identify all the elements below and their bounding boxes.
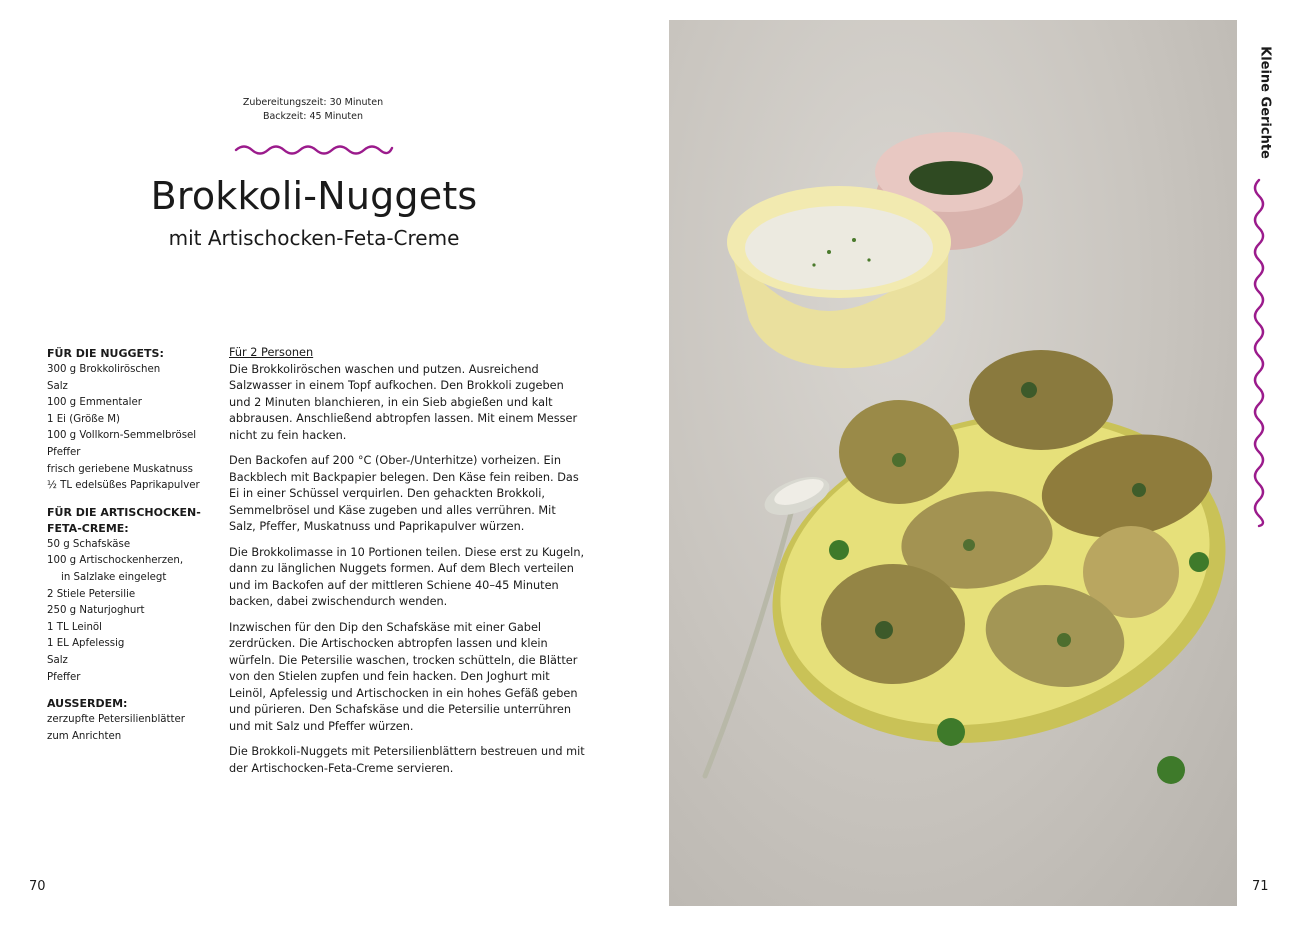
bake-time: Backzeit: 45 Minuten — [262, 111, 364, 122]
method-step: Die Brokkolimasse in 10 Portionen teilen. Diese erst zu Kugeln, dann zu länglichen Nuggets formen. Auf dem Blech verteilen und im Backofen auf der mittleren Schiene 40–45 Minuten backen, dabei zwischendurch wenden. — [229, 545, 585, 608]
method-step: Inzwischen für den Dip den Schafskäse mit einer Gabel zerdrücken. Die Artischocken abtropfen lassen und klein würfeln. Die Petersilie waschen, trocken schütteln, die Blätter von den Stielen zupfen und fein hacken. Den Joghurt mit Leinöl, Apfelessig und Artischocken in ein hohes Gefäß geben und pürieren. Den Schafskäse und die Petersilie unterrühren und mit Salz und Pfeffer würzen. — [229, 620, 578, 733]
method-step: Die Brokkoli-Nuggets mit Petersilienblättern bestreuen und mit der Artischocken-Feta-Creme servieren. — [229, 745, 585, 775]
ingredient-item: Salz — [47, 380, 68, 392]
ingredient-item: ½ TL edelsüßes Paprikapulver — [47, 480, 200, 492]
ingredient-item: 250 g Naturjoghurt — [47, 605, 145, 617]
time-info — [150, 96, 476, 124]
ingredient-item: 1 TL Leinöl — [47, 621, 102, 633]
ingredient-item: 100 g Emmentaler — [47, 397, 142, 409]
ingredient-item: Pfeffer — [47, 446, 81, 458]
decorative-wave-vertical — [1250, 178, 1268, 528]
section-label — [1252, 32, 1278, 162]
ingredients-heading: FETA-CREME: — [47, 521, 129, 535]
portions-label: Für 2 Personen — [229, 346, 314, 359]
recipe-subtitle: mit Artischocken-Feta-Creme — [168, 226, 460, 250]
ingredient-item: 1 Ei (Größe M) — [47, 413, 120, 425]
ingredient-item: 2 Stiele Petersilie — [47, 588, 136, 600]
ingredients-extra — [47, 696, 215, 745]
ingredient-item: 1 EL Apfelessig — [47, 638, 125, 650]
ingredient-item: Pfeffer — [47, 671, 81, 683]
ingredient-item: 300 g Brokkoliröschen — [47, 364, 161, 375]
method-text — [229, 345, 585, 786]
ingredient-item: zerzupfte Petersilienblätter — [47, 714, 185, 726]
ingredients-heading: FÜR DIE ARTISCHOCKEN- — [47, 505, 201, 519]
method-step: Den Backofen auf 200 °C (Ober-/Unterhitze) vorheizen. Ein Backblech mit Backpapier belegen. Den Käse fein reiben. Das Ei in einer Schüssel verquirlen. Den gehackten Brokkoli, Semmelbrösel und Käse zugeben und alles verrühren. Mit Salz, Pfeffer, Muskatnuss und Paprikapulver würzen. — [229, 454, 579, 533]
ingredient-item: in Salzlake eingelegt — [61, 571, 167, 583]
method-step: Die Brokkoliröschen waschen und putzen. Ausreichend Salzwasser in einem Topf aufkochen. Den Brokkoli zugeben und 2 Minuten blanchieren, in ein Sieb abgießen und kalt abbrausen. Anschließend abtropfen lassen. Mit einem Messer nicht zu fein hacken. — [229, 362, 578, 442]
page-number-left: 70 — [29, 879, 46, 894]
food-photo-illustration — [669, 20, 1237, 906]
ingredients-list — [47, 346, 215, 755]
ingredient-item: 50 g Schafskäse — [47, 538, 131, 550]
ingredient-item: Salz — [47, 654, 68, 666]
ingredient-item: zum Anrichten — [47, 730, 122, 742]
ingredients-creme — [47, 505, 215, 686]
page-number-right: 71 — [1252, 879, 1269, 894]
food-photo — [669, 20, 1237, 906]
section-label-text: Kleine Gerichte — [1257, 46, 1273, 159]
decorative-wave — [234, 142, 394, 158]
prep-time: Zubereitungszeit: 30 Minuten — [242, 97, 384, 108]
ingredients-heading: FÜR DIE NUGGETS: — [47, 347, 164, 360]
ingredient-item: 100 g Artischockenherzen, — [47, 555, 184, 567]
ingredients-nuggets — [47, 346, 215, 495]
ingredient-item: frisch geriebene Muskatnuss — [47, 463, 193, 475]
ingredients-heading: AUSSERDEM: — [47, 697, 128, 711]
recipe-title: Brokkoli-Nuggets — [150, 174, 478, 218]
ingredient-item: 100 g Vollkorn-Semmelbrösel — [47, 430, 197, 442]
